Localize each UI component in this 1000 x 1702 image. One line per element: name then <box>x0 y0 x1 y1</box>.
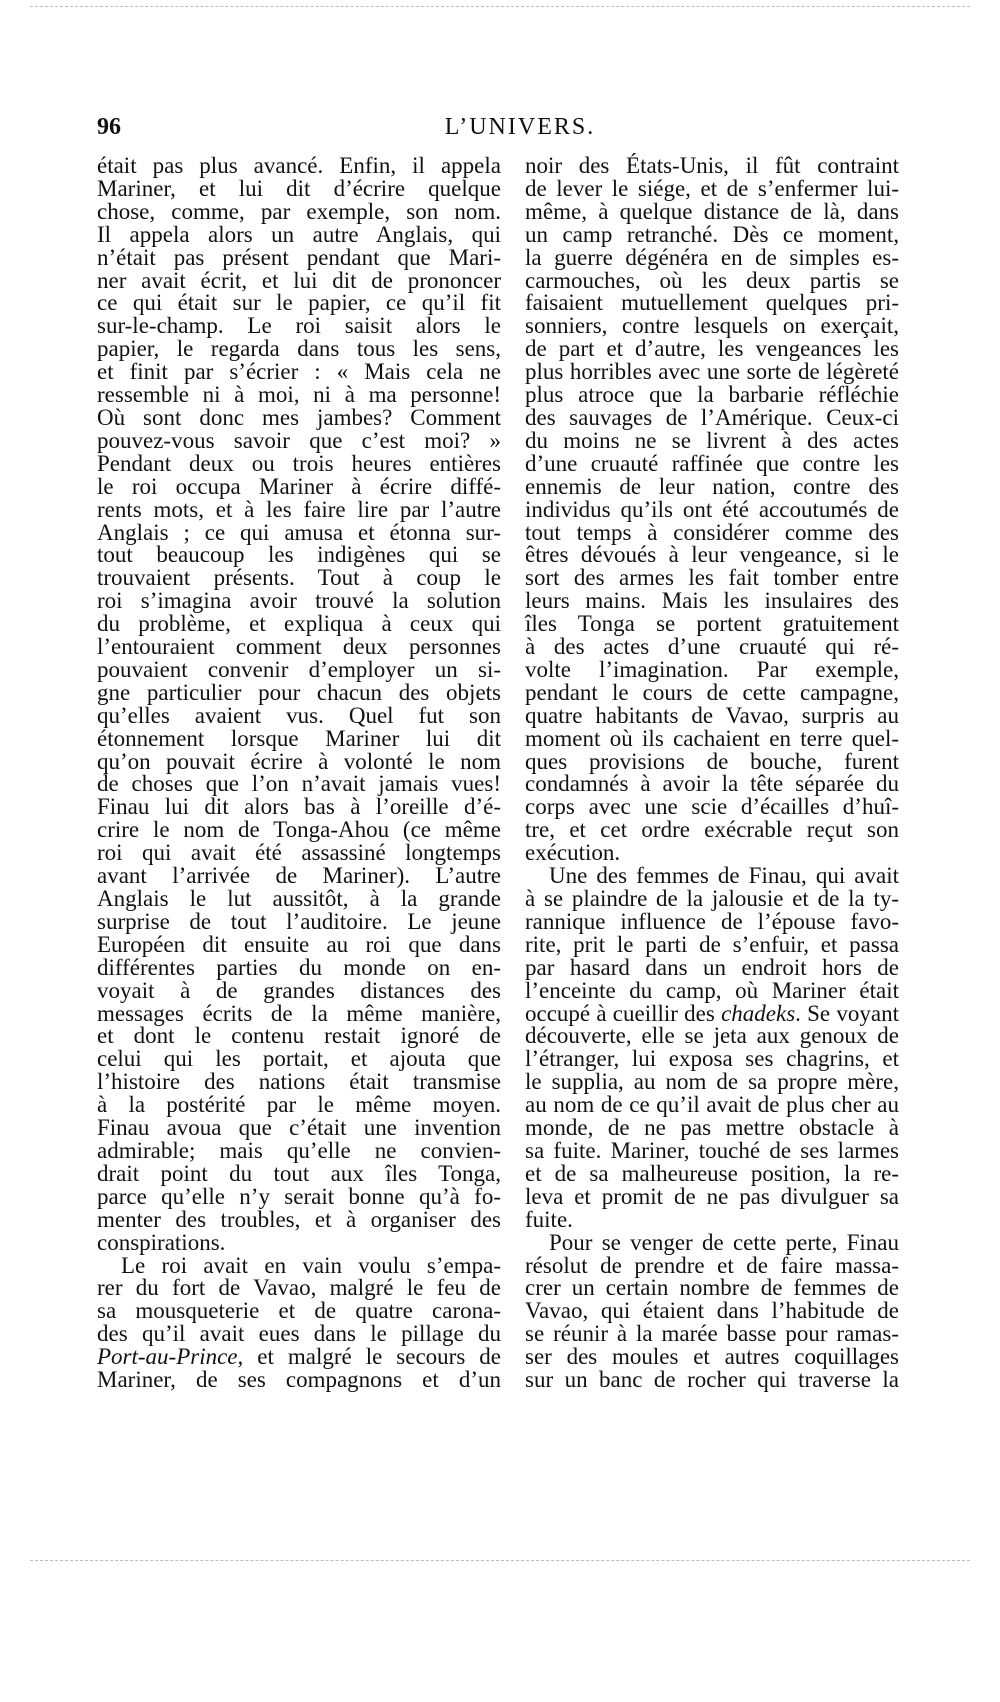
text-line-body: n’était pas présent pendant que Mari- <box>97 244 501 270</box>
text-line-body: était pas plus avancé. Enfin, il appela <box>97 153 501 178</box>
text-line <box>525 865 899 888</box>
text-line-body: qu’on pouvait écrire à volonté le nom <box>97 748 501 774</box>
text-line-body: roi qui avait été assassiné longtemps <box>97 840 501 866</box>
text-line-body: leva et promit de ne pas divulguer sa <box>525 1183 899 1209</box>
text-line-tail: . Se voyant <box>795 1000 899 1026</box>
text-line-body: individus qu’ils ont été accoutumés de <box>525 496 899 522</box>
text-line-body: des sauvages de l’Amérique. Ceux-ci <box>525 404 899 430</box>
text-line <box>525 315 899 338</box>
text-line-body: par hasard dans un endroit hors de <box>525 954 899 980</box>
text-line-body: ser des moules et autres coquillages <box>525 1344 899 1370</box>
text-line <box>97 613 501 636</box>
text-line-body: et finit par s’écrier : « Mais cela ne <box>97 359 501 385</box>
text-line <box>525 1229 899 1255</box>
text-line-body: crer un certain nombre de femmes de <box>525 1275 899 1301</box>
text-line-body: conspirations. <box>97 1229 226 1255</box>
text-line-body: l’histoire des nations était transmise <box>97 1069 501 1095</box>
text-line <box>525 292 899 315</box>
text-line <box>97 1000 501 1026</box>
text-line-body: surprise de tout l’auditoire. Le jeune <box>97 908 501 934</box>
text-line-body: et dont le contenu restait ignoré de <box>97 1023 501 1049</box>
text-line <box>97 725 501 751</box>
text-line-body: la guerre dégénéra en de simples es- <box>525 244 899 270</box>
text-line-body: avant l’arrivée de Mariner). L’autre <box>97 863 501 889</box>
text-line <box>525 1277 899 1300</box>
text-line <box>525 1160 899 1186</box>
text-line-body: messages écrits de la même manière, <box>97 1000 501 1026</box>
text-line <box>97 267 501 293</box>
text-line-body: Vavao, qui étaient dans l’habitude de <box>525 1298 899 1324</box>
text-line-body: de part et d’autre, les vengeances les <box>525 336 899 362</box>
text-line-body: volte l’imagination. Par exemple, <box>525 656 899 682</box>
text-line <box>525 384 899 407</box>
text-line-body: parce qu’elle n’y serait bonne qu’à fo- <box>97 1183 501 1209</box>
text-line <box>97 908 501 934</box>
text-line-body: tout temps à considérer comme des <box>525 519 899 545</box>
text-line-body: sort des armes les fait tomber entre <box>525 565 899 591</box>
text-line-body: îles Tonga se portent gratuitement <box>525 611 899 637</box>
text-line <box>97 404 501 430</box>
text-line-body: ce qui était sur le papier, ce qu’il fit <box>97 290 501 316</box>
text-line-body: quatre habitants de Vavao, surpris au <box>525 702 899 728</box>
text-line <box>97 567 501 590</box>
text-line <box>97 1025 501 1048</box>
text-line <box>525 473 899 499</box>
text-line <box>97 931 501 957</box>
text-line <box>97 702 501 728</box>
text-line <box>97 748 501 774</box>
text-line <box>97 1048 501 1071</box>
text-line <box>525 404 899 430</box>
text-line-body: Mariner, de ses compagnons et d’un <box>97 1367 501 1393</box>
text-line-body: Où sont donc mes jambes? Comment <box>97 404 501 430</box>
text-line <box>97 1071 501 1094</box>
text-line <box>97 1183 501 1209</box>
text-line-body: pendant le cours de cette campagne, <box>525 679 899 705</box>
text-line-body: sa mousqueterie et de quatre carona- <box>97 1298 501 1324</box>
text-line <box>525 725 899 751</box>
text-line-body: corps avec une scie d’écailles d’huî- <box>525 794 899 820</box>
text-line <box>525 1346 899 1369</box>
text-line-body: des qu’il avait eues dans le pillage du <box>97 1321 501 1347</box>
text-line <box>97 175 501 201</box>
text-line <box>97 244 501 270</box>
text-line <box>97 1369 501 1392</box>
text-line-body: le supplia, au nom de sa propre mère, <box>525 1069 899 1095</box>
text-line <box>525 450 899 476</box>
text-line <box>97 1117 501 1140</box>
text-line-body: Finau avoua que c’était une invention <box>97 1115 501 1141</box>
text-line-body: se réunir à la marée basse pour ramas- <box>525 1321 899 1347</box>
text-line <box>97 155 501 178</box>
text-line <box>97 865 501 888</box>
text-line <box>97 977 501 1003</box>
text-line <box>97 679 501 705</box>
text-line <box>525 796 899 819</box>
text-line <box>97 1252 501 1278</box>
text-line <box>525 656 899 682</box>
text-line-body: tre, et cet ordre exécrable reçut son <box>525 817 899 843</box>
text-line-body: tout beaucoup les indigènes qui se <box>97 542 501 568</box>
text-line-body: au nom de ce qu’il avait de plus cher au <box>525 1092 899 1118</box>
text-line-body: trouvaient présents. Tout à coup le <box>97 565 501 591</box>
text-line-body: occupé à cueillir des <box>525 1000 722 1026</box>
text-line <box>97 1160 501 1186</box>
text-line <box>525 954 899 980</box>
text-line <box>525 819 899 842</box>
text-line <box>97 590 501 613</box>
text-line-body: Pour se venger de cette perte, Finau <box>549 1229 899 1255</box>
text-line-body: êtres dévoués à leur vengeance, si le <box>525 542 899 568</box>
text-line <box>525 1048 899 1071</box>
text-line <box>97 292 501 315</box>
text-line-body: Le roi avait en vain voulu s’empa- <box>121 1252 501 1278</box>
text-line <box>97 427 501 453</box>
text-line <box>97 1229 501 1255</box>
text-line <box>525 931 899 957</box>
text-line-body: moment où ils cachaient en terre quel- <box>525 725 899 751</box>
text-line-body: drait point du tout aux îles Tonga, <box>97 1160 501 1186</box>
text-line <box>525 1300 899 1323</box>
text-line-body: du moins ne se livrent à des actes <box>525 427 899 453</box>
text-line <box>525 1000 899 1026</box>
text-line-body: monde, de ne pas mettre obstacle à <box>525 1115 899 1141</box>
text-line <box>525 636 899 659</box>
text-line-body: pouvaient convenir d’employer un si- <box>97 656 501 682</box>
text-line <box>525 567 899 590</box>
text-line <box>97 338 501 361</box>
text-line-body: carmouches, où les deux partis se <box>525 267 899 293</box>
text-line <box>525 1252 899 1278</box>
text-line <box>525 1206 899 1232</box>
text-line-body: voyait à de grandes distances des <box>97 977 501 1003</box>
text-line <box>97 1277 501 1300</box>
text-line <box>525 496 899 522</box>
text-line-body: rer du fort de Vavao, malgré le feu de <box>97 1275 501 1301</box>
text-line-body: plus horribles avec une sorte de légèreté <box>525 359 899 385</box>
text-line-body: Pendant deux ou trois heures entières <box>97 450 501 476</box>
text-line-body: plus atroce que la barbarie réfléchie <box>525 382 899 408</box>
text-line <box>97 473 501 499</box>
text-line-body: sonniers, contre lesquels on exerçait, <box>525 313 899 339</box>
text-line-body: Finau lui dit alors bas à l’oreille d’é- <box>97 794 501 820</box>
text-line-body: à la postérité par le même moyen. <box>97 1092 501 1118</box>
text-line-body: découverte, elle se jeta aux genoux de <box>525 1023 899 1049</box>
text-line-body: Il appela alors un autre Anglais, qui <box>97 221 501 247</box>
text-line <box>525 338 899 361</box>
text-line <box>97 773 501 796</box>
text-line <box>97 496 501 522</box>
text-line-body: rannique influence de l’épouse favo- <box>525 908 899 934</box>
text-line-body: de lever le siége, et de s’enfermer lui- <box>525 175 899 201</box>
text-line <box>525 908 899 934</box>
text-line-body: rite, prit le parti de s’enfuir, et passa <box>525 931 899 957</box>
text-line-body: roi s’imagina avoir trouvé la solution <box>97 588 501 614</box>
scan-edge-bottom <box>30 1560 970 1561</box>
text-line-body: celui qui les portait, et ajouta que <box>97 1046 501 1072</box>
text-line-body: et de sa malheureuse position, la re- <box>525 1160 899 1186</box>
text-line <box>525 888 899 911</box>
text-line <box>525 155 899 178</box>
page-number: 96 <box>97 114 121 140</box>
text-line-body: exécution. <box>525 840 621 866</box>
text-line <box>525 1071 899 1094</box>
text-line <box>97 888 501 911</box>
text-line <box>97 842 501 865</box>
text-line <box>97 198 501 224</box>
text-line <box>97 656 501 682</box>
text-line-body: sur-le-champ. Le roi saisit alors le <box>97 313 501 339</box>
text-line <box>525 1323 899 1346</box>
text-line <box>525 773 899 796</box>
text-line <box>525 175 899 201</box>
text-line <box>97 796 501 819</box>
text-line <box>525 198 899 224</box>
text-line <box>525 1094 899 1117</box>
text-line-body: gne particulier pour chacun des objets <box>97 679 501 705</box>
text-line <box>97 1206 501 1232</box>
text-line-body: fuite. <box>525 1206 573 1232</box>
text-line <box>525 613 899 636</box>
italic-text: chadeks <box>721 1000 796 1026</box>
text-line <box>97 1137 501 1163</box>
left-column <box>97 155 501 1392</box>
text-line <box>525 679 899 705</box>
text-line <box>97 819 501 842</box>
text-line <box>525 977 899 1003</box>
running-title: L’UNIVERS. <box>444 114 596 140</box>
text-line-body: rents mots, et à les faire lire par l’autre <box>97 496 501 522</box>
text-line-body: du problème, et expliqua à ceux qui <box>97 611 501 637</box>
text-line-body: Mariner, et lui dit d’écrire quelque <box>97 175 501 201</box>
text-line-body: l’enceinte du camp, où Mariner était <box>525 977 899 1003</box>
text-line-body: menter des troubles, et à organiser des <box>97 1206 501 1232</box>
text-line-body: ressemble ni à moi, ni à ma personne! <box>97 382 501 408</box>
text-line <box>525 267 899 293</box>
text-line-body: leurs mains. Mais les insulaires des <box>525 588 899 614</box>
text-line <box>97 1094 501 1117</box>
text-line <box>97 221 501 247</box>
text-line <box>525 244 899 270</box>
text-line-body: ennemis de leur nation, contre des <box>525 473 899 499</box>
text-line-body: qu’elles avaient vus. Quel fut son <box>97 702 501 728</box>
text-line <box>97 519 501 545</box>
text-line <box>97 636 501 659</box>
text-line <box>97 1300 501 1323</box>
text-line-tail: et malgré le secours de <box>243 1344 501 1370</box>
text-line-body: Européen dit ensuite au roi que dans <box>97 931 501 957</box>
text-line-body: admirable; mais qu’elle ne convien- <box>97 1137 501 1163</box>
text-line-body: résolut de prendre et de faire massa- <box>525 1252 899 1278</box>
text-line-body: Anglais ; ce qui amusa et étonna sur- <box>97 519 501 545</box>
text-line-body: Une des femmes de Finau, qui avait <box>549 863 899 889</box>
text-line-body: même, à quelque distance de là, dans <box>525 198 899 224</box>
text-line <box>525 1025 899 1048</box>
text-line-body: l’étranger, lui exposa ses chagrins, et <box>525 1046 899 1072</box>
text-line-body: faisaient mutuellement quelques pri- <box>525 290 899 316</box>
text-line <box>525 361 899 384</box>
right-column <box>525 155 899 1392</box>
text-line <box>97 361 501 384</box>
text-line-body: crire le nom de Tonga-Ahou (ce même <box>97 817 501 843</box>
text-line-body: étonnement lorsque Mariner lui dit <box>97 725 501 751</box>
text-line <box>97 544 501 567</box>
text-line <box>525 702 899 728</box>
text-line-body: d’une cruauté raffinée que contre les <box>525 450 899 476</box>
text-line-body: Anglais le lut aussitôt, à la grande <box>97 886 501 911</box>
text-line-body: noir des États-Unis, il fût contraint <box>525 153 899 178</box>
text-line <box>525 748 899 774</box>
text-line <box>525 1137 899 1163</box>
text-line-body: sur un banc de rocher qui traverse la <box>525 1367 899 1393</box>
text-line-body: à se plaindre de la jalousie et de la ty- <box>525 886 899 911</box>
text-line <box>525 1183 899 1209</box>
text-line-body: condamnés à avoir la tête séparée du <box>525 771 899 797</box>
text-line-body: à des actes d’une cruauté qui ré- <box>525 634 899 660</box>
text-line <box>525 427 899 453</box>
text-line <box>525 1369 899 1392</box>
text-line <box>97 384 501 407</box>
text-line-body: de choses que l’on n’avait jamais vues! <box>97 771 501 797</box>
text-line-body: l’entouraient comment deux personnes <box>97 634 501 660</box>
text-line-body: ques provisions de bouche, furent <box>525 748 899 774</box>
text-line <box>525 1117 899 1140</box>
text-line <box>525 544 899 567</box>
text-line <box>97 315 501 338</box>
text-line <box>97 1323 501 1346</box>
text-line-body: pouvez-vous savoir que c’est moi? » <box>97 427 501 453</box>
text-line-body: ner avait écrit, et lui dit de prononcer <box>97 267 501 293</box>
text-line-body: papier, le regarda dans tous les sens, <box>97 336 501 362</box>
text-line <box>525 221 899 247</box>
text-line-body: différentes parties du monde on en- <box>97 954 501 980</box>
text-line <box>97 450 501 476</box>
text-line-body: le roi occupa Mariner à écrire diffé- <box>97 473 501 499</box>
text-line-body: sa fuite. Mariner, touché de ses larmes <box>525 1137 899 1163</box>
text-line <box>525 519 899 545</box>
text-line <box>97 1346 501 1369</box>
scan-edge-top <box>30 6 970 7</box>
text-line <box>525 590 899 613</box>
text-line-body: un camp retranché. Dès ce moment, <box>525 221 899 247</box>
italic-text: Port-au-Prince, <box>97 1344 244 1370</box>
text-line <box>97 954 501 980</box>
text-line-body: chose, comme, par exemple, son nom. <box>97 198 501 224</box>
text-line <box>525 842 899 865</box>
